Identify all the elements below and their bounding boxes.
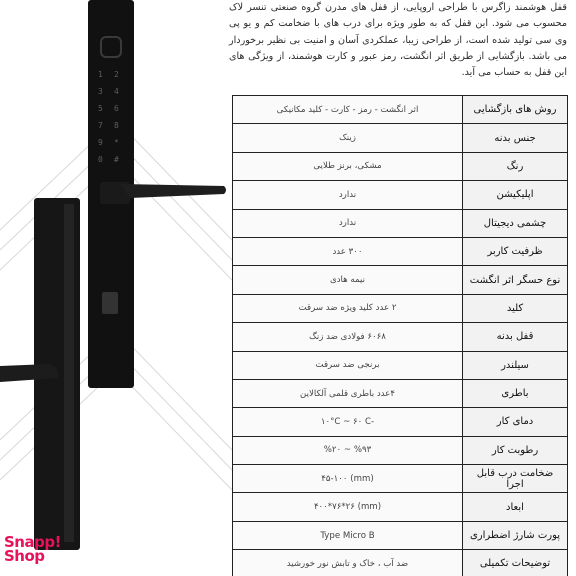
spec-label: قفل بدنه xyxy=(463,323,568,351)
spec-label: دمای کار xyxy=(463,408,568,436)
spec-row xyxy=(233,209,568,237)
keypad-key: # xyxy=(114,155,119,164)
spec-value: ۴عدد باطری قلمی آلکالاین xyxy=(233,379,463,407)
spec-row xyxy=(233,493,568,521)
spec-label: کلید xyxy=(463,294,568,322)
keypad-key: * xyxy=(114,138,119,147)
spec-row xyxy=(233,408,568,436)
lock-edge xyxy=(64,204,74,542)
side-lock-handle-image xyxy=(0,360,62,386)
keypad-key: 0 xyxy=(98,155,103,164)
spec-value: (mm) ۴۰۰*۷۶*۲۶ xyxy=(233,493,463,521)
spec-value: -۱۰°C ~ ۶۰ C xyxy=(233,408,463,436)
keypad-key: 9 xyxy=(98,138,103,147)
logo-line-2: Shop xyxy=(4,547,45,565)
spec-row xyxy=(233,465,568,493)
spec-label: روش های بازگشایی xyxy=(463,96,568,124)
keypad xyxy=(96,70,126,180)
spec-row xyxy=(233,152,568,180)
spec-label: اپلیکیشن xyxy=(463,181,568,209)
spec-row xyxy=(233,436,568,464)
keypad-key: 6 xyxy=(114,104,119,113)
spec-label: نوع حسگر اثر انگشت xyxy=(463,266,568,294)
keypad-key: 1 xyxy=(98,70,103,79)
spec-label: پورت شارژ اضطراری xyxy=(463,521,568,549)
spec-value: مشکی، برنز طلایی xyxy=(233,152,463,180)
keypad-key: 5 xyxy=(98,104,103,113)
spec-label: رطوبت کار xyxy=(463,436,568,464)
keypad-key: 4 xyxy=(114,87,119,96)
fingerprint-sensor-icon xyxy=(100,36,122,58)
spec-label: باطری xyxy=(463,379,568,407)
spec-value: (mm) ۴۵-۱۰۰ xyxy=(233,465,463,493)
product-description: قفل هوشمند زاگرس با طراحی اروپایی، از قفل های مدرن گروه صنعتی تنسر لاک محسوب می شود. این قفل که به طور ویژه برای درب های با ضخامت کم و یو پی وی سی تولید شده است، از طراحی زیبا، عملکردی آسان و امنیت بی نظیر برخوردار می باشد. بازگشایی از طریق اثر انگشت، رمز عبور و کارت هوشمند، از ویژگی های این قفل به حساب می آید. xyxy=(229,2,567,79)
spec-value: Type Micro B xyxy=(233,521,463,549)
lock-handle-image xyxy=(100,180,228,210)
spec-value: زینک xyxy=(233,124,463,152)
spec-value: ندارد xyxy=(233,181,463,209)
spec-table xyxy=(232,95,568,576)
snappshop-logo xyxy=(4,535,61,563)
spec-row xyxy=(233,521,568,549)
spec-label: جنس بدنه xyxy=(463,124,568,152)
spec-value: ندارد xyxy=(233,209,463,237)
keypad-key: 7 xyxy=(98,121,103,130)
spec-row xyxy=(233,550,568,576)
spec-row xyxy=(233,351,568,379)
spec-value: ۶۰۶۸ فولادی ضد زنگ xyxy=(233,323,463,351)
logo-line-1: Snapp! xyxy=(4,533,61,551)
spec-label: ابعاد xyxy=(463,493,568,521)
brand-badge xyxy=(102,292,118,314)
spec-value: نیمه هادی xyxy=(233,266,463,294)
spec-value: ضد آب ، خاک و تابش نور خورشید xyxy=(233,550,463,576)
spec-label: توضیحات تکمیلی xyxy=(463,550,568,576)
spec-value: برنجی ضد سرقت xyxy=(233,351,463,379)
spec-row xyxy=(233,294,568,322)
spec-label: چشمی دیجیتال xyxy=(463,209,568,237)
spec-row xyxy=(233,96,568,124)
spec-value: ۳۰۰ عدد xyxy=(233,237,463,265)
spec-label: سیلندر xyxy=(463,351,568,379)
keypad-key: 8 xyxy=(114,121,119,130)
spec-row xyxy=(233,323,568,351)
spec-label: رنگ xyxy=(463,152,568,180)
spec-row xyxy=(233,237,568,265)
spec-value: %۹۳ ~ %۲۰ xyxy=(233,436,463,464)
spec-value: ۲ عدد کلید ویژه ضد سرقت xyxy=(233,294,463,322)
spec-row xyxy=(233,124,568,152)
spec-row xyxy=(233,181,568,209)
spec-row xyxy=(233,266,568,294)
keypad-key: 2 xyxy=(114,70,119,79)
spec-label: ظرفیت کاربر xyxy=(463,237,568,265)
spec-value: اثر انگشت - رمز - کارت - کلید مکانیکی xyxy=(233,96,463,124)
keypad-key: 3 xyxy=(98,87,103,96)
spec-label: ضخامت درب قابل اجرا xyxy=(463,465,568,493)
spec-row xyxy=(233,379,568,407)
